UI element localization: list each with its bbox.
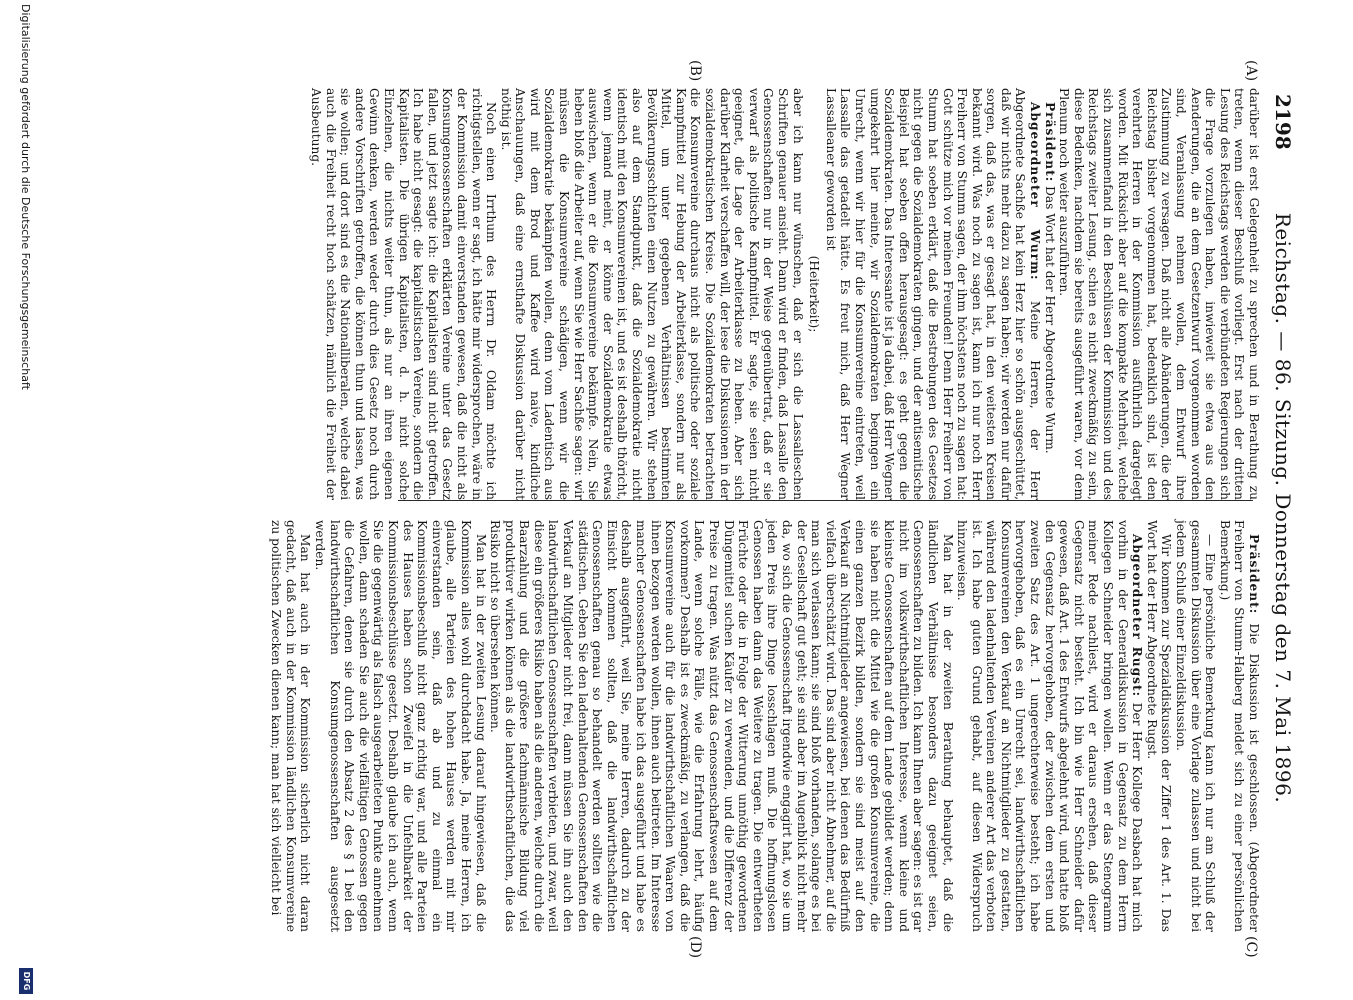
- speaker-paragraph: [823, 88, 1042, 500]
- speaker-paragraph: [1042, 88, 1057, 500]
- paragraph: Man hat auch in der Kommission sicherlich nicht daran gedacht, daß auch in der Kommission ländlichen Konsumvereine zu politischen Zwecken dienen kann; man hat sich vielleicht bei: [269, 520, 313, 932]
- column-divider: [398, 500, 1253, 501]
- paragraph: Man hat in der zweiten Lesung darauf hingewiesen, daß die Kommission alles wohl durchdacht habe. Ja, meine Herren, ich glaube, alle Parteien des hohen Hauses werden mit mir einverstanden sein, daß ab und zu einmal ein Kommissionsbeschluß nicht ganz richtig war, und alle Parteien des Hauses haben schon Zweifel in die Unfehlbarkeit der Kommissionsbeschlüsse gesetzt. Deshalb glaube ich auch, wenn Sie die gegenwärtig als falsch ausgearbeiteten Punkte annehmen wollen, dann schaden Sie auch die vielfältigen Genossen gegen die Gefahren, denen sie durch den Absatz 2 des § 1 bei den landwirthschaftlichen Konsumgenossenschaften ausgesetzt werden.: [313, 520, 488, 932]
- paragraph: darüber ist erst Gelegenheit zu sprechen und in Berathung zu treten, wenn dieser Beschluß vorliegt. Erst nach der dritten Lesung des Reichstags werden die verbündeten Regierungen sich die Frage vorzulegen haben, inwieweit sie etwa aus den Aenderungen, die an dem Gesetzentwurf vorgenommen worden sind, Veranlassung nehmen wollen, dem Entwurf ihre Zustimmung zu versagen. Daß nicht alle Abänderungen, die der Reichstag bisher vorgenommen hat, bedenklich sind, ist den verehrten Herren in der Kommission ausführlich dargelegt worden. Mit Rücksicht aber auf die kompakte Mehrheit, welche sich zusammenfand in den Beschlüssen der Kommission und des Reichstags zweiter Lesung, schien es nicht zweckmäßig zu sein, diese Bedenken, nachdem sie bereits ausgeführt waren, vor dem Plenum noch weiter auszuführen.: [1057, 88, 1261, 500]
- margin-mark-d: (D): [687, 936, 703, 959]
- paragraph-text: Das Wort hat der Herr Abgeordnete Wurm.: [1042, 186, 1057, 454]
- paragraph: aber ich kann nur wünschen, daß er sich die Lassalleschen Schriften genauer ansieht. Dann wird er finden, daß Lassalle den Genossenschaften nur in der Weise gegenübertrat, daß er sie verwarf als politische Kampfmittel. Er sagte, sie seien nicht geeignet, die Lage der Arbeiterklasse zu heben. Aber sich darüber Klarheit verschaffen will, der lese die Diskussionen in der sozialdemokratischen Kreise. Die Sozialdemokraten betrachten die Konsumvereine durchaus nicht als politische oder soziale Kampfmittel zur Hebung der Arbeiterklasse, sondern nur als Mittel, um unter gegebenen Verhältnissen bestimmten Bevölkerungsschichten einen Nutzen zu gewähren. Wir stehen also auf dem Standpunkt, daß die Sozialdemokratie nicht identisch mit den Konsumvereinen ist, und es ist deshalb thöricht, wenn jemand meint, er könne der Sozialdemokratie etwas auswischen, wenn er die Konsumvereine bekämpfe. Nein, Sie heben bloß die Arbeiter auf, wenn Sie wie Herr Sachße sagen: wir müssen die Konsumvereine schädigen, wenn wir die Sozialdemokratie bekämpfen wollen, denn vom Ladentisch aus wird mit dem Brod und Kaffee wird naive, kindliche Anschauungen, daß eine ernsthafte Diskussion darüber nicht nöthig ist.: [498, 88, 805, 500]
- paragraph: — Eine persönliche Bemerkung kann ich nur am Schluß der gesammten Diskussion über eine Vorlage zulassen und nicht bei jedem Schluß einer Einzeldiskussion.: [1174, 520, 1218, 932]
- paragraph-text: Die Diskussion ist geschlossen. (Abgeordneter Freiherr von Stumm-Halberg meldet sich zu einer persönlichen Bemerkung.): [1217, 520, 1261, 933]
- paragraph: Wir kommen zur Spezialdiskussion der Ziffer 1 des Art. 1. Das Wort hat der Herr Abgeordnete Rugst.: [1144, 520, 1174, 932]
- page-number: 2198: [1271, 94, 1295, 150]
- speaker-label: Abgeordneter Rugst:: [1130, 534, 1145, 698]
- speaker-label: Präsident:: [1042, 102, 1057, 183]
- right-column: [269, 520, 1261, 933]
- speaker-paragraph: [1217, 520, 1261, 932]
- paragraph-text: Meine Herren, der Herr Abgeordnete Sachße hat kein Herz hier so schön ausgeschüttet, daß wir nichts mehr dazu zu sagen haben; wir werden nur dafür sorgen, daß das, was er gesagt hat, in den weitesten Kreisen bekannt wird. Was noch zu sagen ist, kann ich nur noch Herr Freiherr von Stumm sagen, der ihm höchstens noch zu sagen hat: Gott schütze mich vor meinen Freunden! Denn Herr Freiherr von Stumm hat soeben erklärt, daß die Bestrebungen des Gesetzes nicht gegen die Sozialdemokraten gingen, und der antisemitische Beispiel hat soeben offen herausgesagt: es geht gegen die Sozialdemokraten. Das Interessante ist ja dabei, daß Herr Wegner umgekehrt hier meinte, wir Sozialdemokraten begingen ein Unrecht, wenn wir hier für die Konsumvereine eintreten, weil Lassalle das getadelt hätte. Es freut mich, daß Herr Wegner Lassalleaner geworden ist: [823, 88, 1043, 501]
- margin-mark-a: (A): [1243, 60, 1259, 82]
- paragraph-text: Der Herr Kollege Dasbach hat mich vorhin in der Generaldiskussion in Gegensatz zu dem Herrn Kollegen Schneider bringen wollen. Wenn er das Stenogramm meiner Rede nachliest, wird er daraus ersehen, daß dieser Gegensatz nicht besteht. Ich bin wie Herr Schneider dafür gewesen, daß Art. 1 des Entwurfs abgelehnt wird, und hatte bloß den Gegensatz hervorgehoben, der zwischen dem ersten und zweiten Satz des Art. 1 ungerechterweise besteht; ich habe hervorgehoben, daß es ein Unrecht sei, landwirthschaftlichen Konsumvereinen den Verkauf an Nichtmitglieder zu gestatten, während den ladenhaltenden Vereinen anderer Art das verboten ist. Ich habe guten Grund gehabt, auf diesen Widerspruch hinzuweisen.: [955, 520, 1145, 932]
- speaker-label: Abgeordneter Wurm:: [1028, 102, 1043, 281]
- left-column: [309, 88, 1261, 501]
- speaker-label: Präsident:: [1247, 534, 1261, 615]
- margin-mark-b: (B): [687, 60, 703, 82]
- dfg-credit: Digitalisierung gefördert durch die Deutsche Forschungsgemeinschaft: [19, 4, 32, 390]
- page-header: [1265, 58, 1301, 958]
- digitization-footer: [15, 0, 35, 1000]
- paragraph: Noch einen Irrthum des Herrn Dr. Oldam möchte ich richtigstellen, wenn er sagt, ich hätte mir widersprochen, wäre in der Kommission damit einverstanden gewesen, daß die nicht als Konsumgenossenschaften erklärten Vereine unter das Gesetz fallen, und jetzt sagte ich: die Kapitalisten sind nicht getroffen. Ich habe nicht gesagt: die kapitalistischen Vereine, sondern die Kapitalisten. Die übrigen Kapitalisten, d. h. nicht solche Einzelnen, die nichts weiter thun, als nur an ihren eigenen Gewinn denken, werden weder durch dies Gesetz noch durch andere Vorschriften getroffen, die können thun und lassen, was sie wollen; und dort sind es die Nationalliberalen, welche dabei auch die Freiheit recht hoch schätzen, nämlich die Freiheit der Ausbeutung.: [309, 88, 499, 500]
- margin-mark-c: (C): [1243, 936, 1259, 958]
- dfg-logo: DFG: [19, 968, 33, 994]
- running-title: Reichstag. — 86. Sitzung. Donnerstag den 7. Mai 1896.: [1271, 212, 1295, 804]
- speaker-paragraph: [955, 520, 1145, 932]
- interjection: (Heiterkeit);: [807, 255, 822, 333]
- paragraph: Man hat in der zweiten Berathung behauptet, daß die ländlichen Verhältnisse besonders dazu geeignet seien, Genossenschaften zu bilden. Ich kann Ihnen aber sagen: es ist gar nicht im volkswirthschaftlichen Interesse, wenn kleine und kleinste Genossenschaften auf dem Lande gebildet werden; denn sie haben nicht die Mittel wie die großen Konsumvereine, die einen ganzen Bezirk bilden, sondern sie sind meist auf den Verkauf an Nichtmitglieder angewiesen, bei denen das Bedürfniß vielfach überschätzt wird. Das sind aber nicht Abnehmer, auf die man sich verlassen kann; sie sind bloß vorhanden, solange es bei der Gesellschaft gut geht; sie sind aber im Augenblick nicht mehr da, wo sich die Genossenschaft irgendwie engagirt hat, wo sie um jeden Preis ihre Dinge losschlagen muß. Die hoffnungslosen Genossen haben dann das Weitere zu tragen. Die entwertheten Früchte oder die in Folge der Witterung unnöthig gewordenen Düngemittel suchen Käufer zu verwenden, und die Differenz der Preise zu tragen. Was nützt das Genossenschaftswesen auf dem Lande, wenn solche Fälle, wie die Erfahrung lehrt, häufig vorkommen? Deshalb ist es zweckmäßig, zu verlangen, daß die Konsumvereine auch für die landwirthschaftlichen Waaren von ihnen bezogen werden wollen, ihnen auch beitreten. Im Interesse mancher Genossenschaften habe ich das ausgeführt und habe es deshalb ausgeführt, weil Sie, meine Herren, dadurch zu der Einsicht kommen sollten, daß die landwirthschaftlichen Genossenschaften genau so behandelt werden sollten wie die städtischen. Geben Sie den ladenhaltenden Genossenschaften den Verkauf an Mitglieder nicht frei, dann müssen Sie ihn auch den landwirthschaftlichen Genossenschaften verbieten, und zwar, weil diese ein größeres Risiko haben als die anderen, welche durch die Baarzahlung und die größere fachmännische Bildung viel produktiver wirken können als die landwirthschaftlichen, die das Risiko nicht so übersehen können.: [488, 520, 955, 932]
